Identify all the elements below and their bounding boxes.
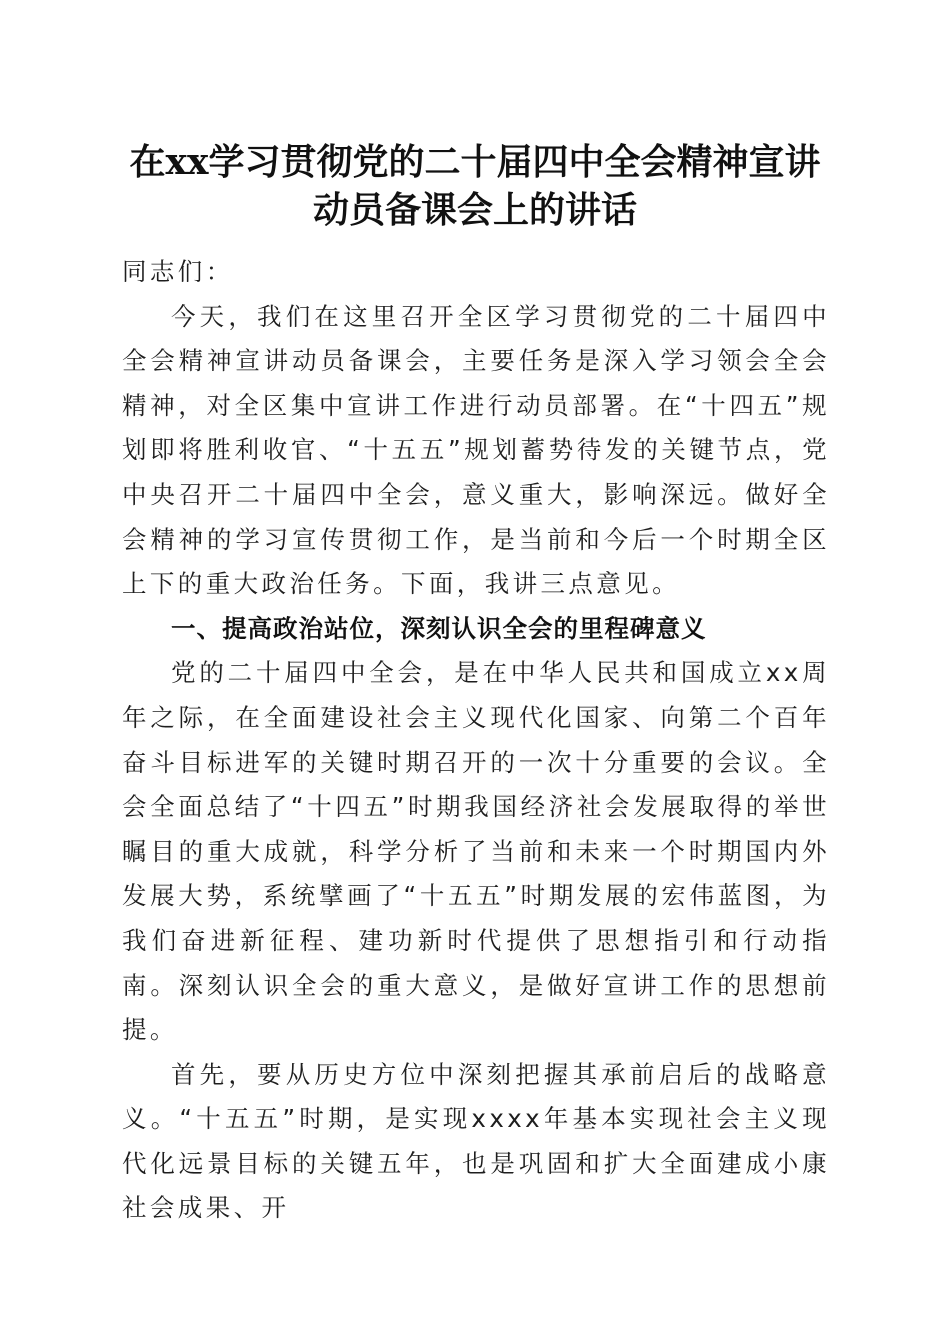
paragraph-intro: 今天，我们在这里召开全区学习贯彻党的二十届四中全会精神宣讲动员备课会，主要任务是深入学习领会全会精神，对全区集中宣讲工作进行动员部署。在“十四五”规划即将胜利收官、“十五五”规划蓄势待发的关键节点，党中央召开二十届四中全会，意义重大，影响深远。做好全会精神的学习宣传贯彻工作，是当前和今后一个时期全区上下的重大政治任务。下面，我讲三点意见。 <box>122 301 830 599</box>
paragraph-historical-position: 首先，要从历史方位中深刻把握其承前启后的战略意义。“十五五”时期，是实现xxxx年基本实现社会主义现代化远景目标的关键五年，也是巩固和扩大全面建成小康社会成果、开 <box>122 1059 830 1223</box>
title-line-1: 在xx学习贯彻党的二十届四中全会精神宣讲 <box>129 141 821 183</box>
document-body <box>122 250 830 1231</box>
title-line-2: 动员备课会上的讲话 <box>312 189 637 231</box>
salutation: 同志们： <box>122 257 234 286</box>
document-title <box>100 138 850 234</box>
paragraph-significance: 党的二十届四中全会，是在中华人民共和国成立xx周年之际，在全面建设社会主义现代化国家、向第二个百年奋斗目标进军的关键时期召开的一次十分重要的会议。全会全面总结了“十四五”时期我国经济社会发展取得的举世瞩目的重大成就，科学分析了当前和未来一个时期国内外发展大势，系统擘画了“十五五”时期发展的宏伟蓝图，为我们奋进新征程、建功新时代提供了思想指引和行动指南。深刻认识全会的重大意义，是做好宣讲工作的思想前提。 <box>122 658 830 1045</box>
section-heading-1: 一、提高政治站位，深刻认识全会的里程碑意义 <box>171 613 707 643</box>
